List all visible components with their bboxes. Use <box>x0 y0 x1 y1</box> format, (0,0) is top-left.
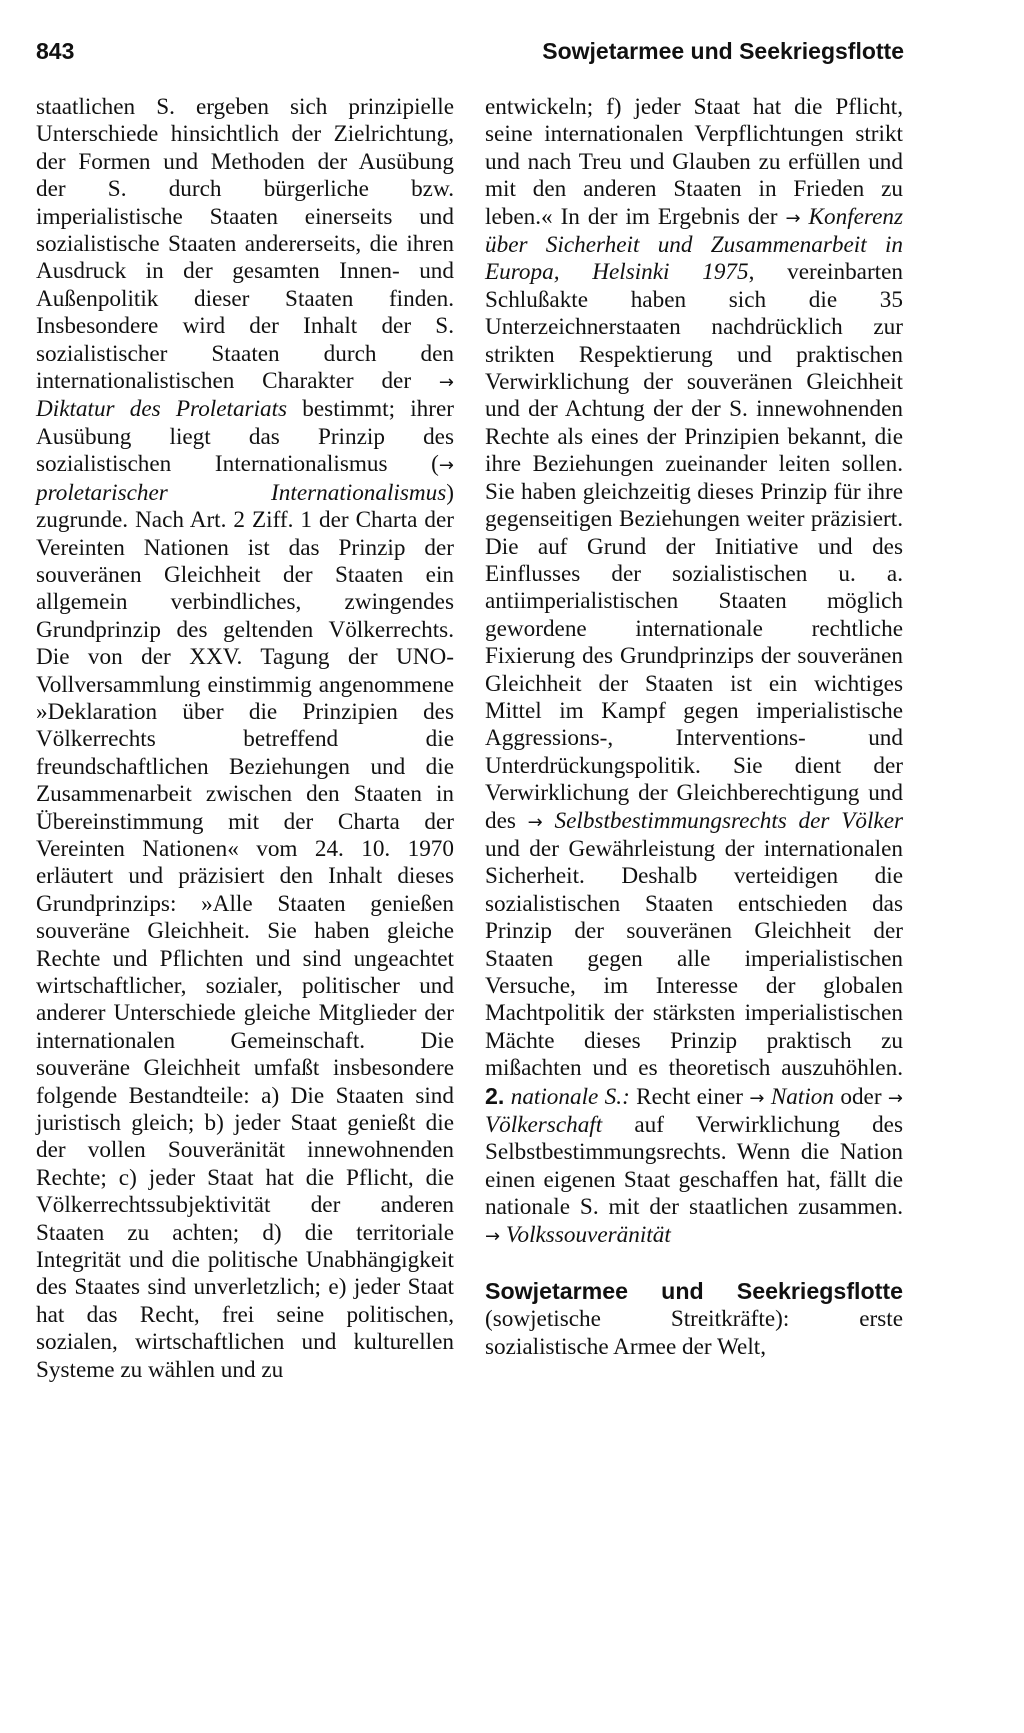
left-text-2: bestimmt; ihrer Ausübung liegt das Prinzip des sozialistischen Internationalismus ( <box>36 396 455 478</box>
cross-reference-internationalismus: proletarischer Internationalismus <box>36 479 447 506</box>
cross-reference-diktatur: Diktatur des Proletariats <box>36 396 288 423</box>
right-text-1: entwickeln; f) jeder Staat hat die Pflicht, seine internationalen Verpflichtungen strikt und nach Treu und Glauben zu erfüllen und mit den anderen Staaten in Frieden zu leben.« In der im Ergebnis der <box>485 94 903 230</box>
right-column <box>485 94 903 1361</box>
cross-reference-arrow-icon: → <box>887 1087 904 1109</box>
right-text-4: Recht einer <box>636 1083 743 1110</box>
left-text-1: staatlichen S. ergeben sich prinzipielle Unterschiede hinsichtlich der Zielrichtung, der Formen und Methoden der Ausübung der S. durch bürgerliche bzw. imperialistische Staaten einerseits und sozialistische Staaten andererseits, die ihren Ausdruck in der gesamten Innen- und Außenpolitik dieser Staaten finden. Insbesondere wird der Inhalt der S. sozialistischer Staaten durch den internationalistischen Charakter der <box>36 94 454 395</box>
entry-text: (sowjetische Streitkräfte): erste sozialistische Armee der Welt, <box>485 1306 903 1360</box>
cross-reference-arrow-icon: → <box>785 207 801 229</box>
cross-reference-ksze: Konferenz über Sicherheit und Zusammenarbeit in Europa, Helsinki 1975 <box>485 203 904 286</box>
right-text-2: , vereinbarten Schlußakte haben sich die 35 Unterzeichnerstaaten nachdrücklich zur strikten Respektierung und praktischen Verwirklichung der souveränen Gleichheit und der Achtung der der S. innewohnenden Rechte als eines der Prinzipien bekannt, die ihre Beziehungen zueinander leiten sollen. Sie haben gleichzeitig dieses Prinzip für ihre gegenseitigen Beziehungen weiter präzisiert. Die auf Grund der Initiative und des Einflusses der sozialistischen u. a. antiimperialistischen Staaten möglich gewordene internationale rechtliche Fixierung des Grundprinzips der souveränen Gleichheit der Staaten ist ein wichtiges Mittel im Kampf gegen imperialistische Aggressions-, Interventions- und Unterdrückungspolitik. Sie dient der Verwirklichung der Gleichberechtigung und des <box>485 259 903 834</box>
cross-reference-arrow-icon: → <box>438 455 454 477</box>
cross-reference-nation: Nation <box>770 1083 834 1110</box>
entry-headword: Sowjetarmee und Seekriegsflotte <box>485 1278 903 1305</box>
right-paragraph-1 <box>485 94 903 1250</box>
left-column <box>36 94 454 1384</box>
cross-reference-arrow-icon: → <box>438 372 454 394</box>
right-text-3: und der Gewährleistung der internationalen Sicherheit. Deshalb verteidigen die sozialistischen Staaten entschieden das Prinzip der souveränen Gleichheit der Staaten gegen alle imperialistischen Versuche, im Interesse der globalen Machtpolitik der stärksten imperialistischen Mächte dieses Prinzip praktisch zu mißachten und es theoretisch auszuhöhlen. <box>485 835 903 1082</box>
sense-number: 2. <box>485 1082 505 1109</box>
sense-term: nationale S.: <box>510 1083 630 1110</box>
left-text-3: ) zugrunde. Nach Art. 2 Ziff. 1 der Charta der Vereinten Nationen ist das Prinzip der souveränen Gleichheit der Staaten ein allgemein verbindliches, zwingendes Grundprinzip des geltenden Völkerrechts. Die von der XXV. Tagung der UNO-Vollversammlung einstimmig angenommene »Deklaration über die Prinzipien des Völkerrechts betreffend die freundschaftlichen Beziehungen und die Zusammenarbeit zwischen den Staaten in Übereinstimmung mit der Charta der Vereinten Nationen« vom 24. 10. 1970 erläutert und präzisiert den Inhalt dieses Grundprinzips: »Alle Staaten genießen souveräne Gleichheit. Sie haben gleiche Rechte und Pflichten und sind ungeachtet wirtschaftlicher, sozialer, politischer und anderer Unterschiede gleiche Mitglieder der internationalen Gemeinschaft. Die souveräne Gleichheit umfaßt insbesondere folgende Bestandteile: a) Die Staaten sind juristisch gleich; b) jeder Staat genießt die der vollen Souveränität innewohnenden Rechte; c) jeder Staat hat die Pflicht, die Völkerrechtssubjektivität der anderen Staaten zu achten; d) die territoriale Integrität und die politische Unabhängigkeit des Staates sind unverletzlich; e) jeder Staat hat das Recht, frei seine politischen, sozialen, wirtschaftlichen und kulturellen Systeme zu wählen und zu <box>36 479 454 1383</box>
running-head: Sowjetarmee und Seekriegsflotte <box>542 38 904 64</box>
cross-reference-arrow-icon: → <box>527 811 543 833</box>
right-text-5: oder <box>840 1083 882 1110</box>
cross-reference-voelkerschaft: Völkerschaft <box>485 1112 603 1139</box>
dictionary-entry <box>485 1278 903 1361</box>
cross-reference-arrow-icon: → <box>749 1087 765 1109</box>
left-paragraph <box>36 94 454 1384</box>
page-header <box>36 38 904 74</box>
cross-reference-volkssouveraenitaet: Volkssouveränität <box>505 1221 671 1248</box>
cross-reference-selbstbestimmungsrecht: Selbstbestimmungsrechts der Völker <box>554 807 904 834</box>
right-text-6: auf Verwirklichung des Selbstbestimmungsrechts. Wenn die Nation einen eigenen Staat geschaffen hat, fällt die nationale S. mit der staatlichen zusammen. <box>485 1112 903 1221</box>
cross-reference-arrow-icon: → <box>485 1225 501 1247</box>
page-number: 843 <box>36 38 75 64</box>
